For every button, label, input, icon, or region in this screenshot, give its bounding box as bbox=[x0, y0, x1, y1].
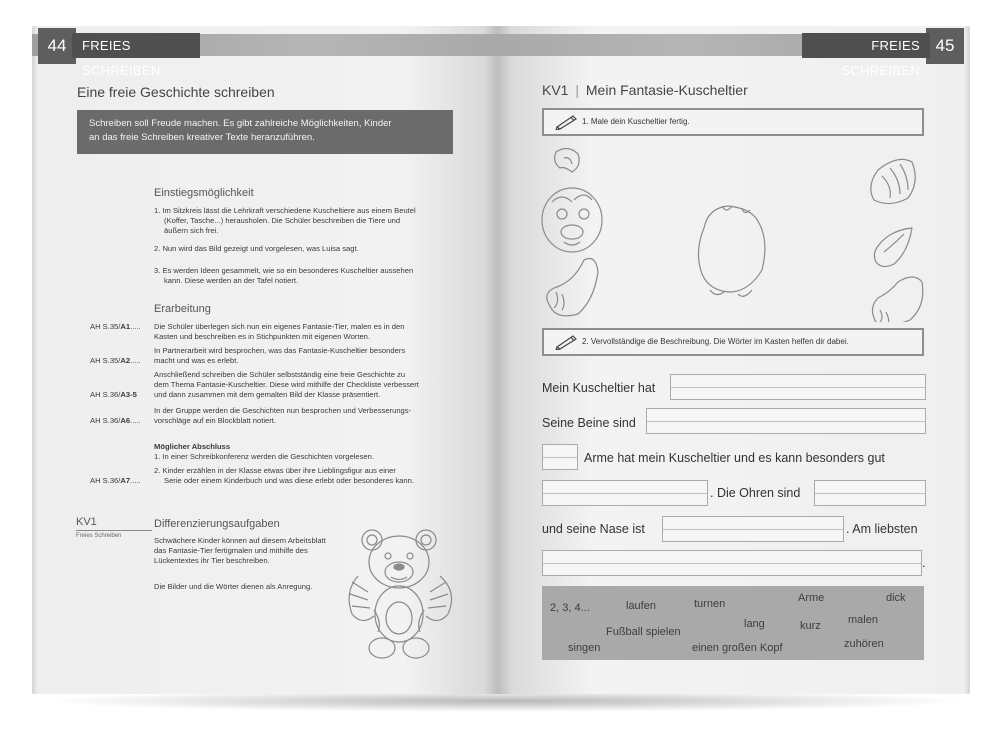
cloze-line-2: Seine Beine sind bbox=[542, 416, 636, 430]
ref-prefix: AH S.36/ bbox=[90, 476, 121, 485]
pencil-icon bbox=[554, 114, 578, 130]
abschluss-heading: Möglicher Abschluss bbox=[154, 442, 231, 451]
page-number: 45 bbox=[926, 28, 964, 64]
erarbeitung-text-a3-5 bbox=[154, 370, 458, 400]
pencil-icon bbox=[554, 334, 578, 350]
einstieg-step-3 bbox=[154, 266, 454, 286]
intro-box bbox=[77, 110, 453, 154]
worksheet-title: KV1 | Mein Fantasie-Kuscheltier bbox=[542, 82, 748, 98]
text-line: vorschläge auf ein Blockblatt notiert. bbox=[154, 416, 276, 425]
drawing-area-icon bbox=[538, 142, 938, 322]
word-item: kurz bbox=[800, 620, 821, 632]
cloze-line-6-end: . bbox=[922, 556, 926, 570]
ref-a1: AH S.35/A1..... bbox=[90, 322, 141, 331]
word-item: zuhören bbox=[844, 638, 884, 650]
cloze-line-5a: und seine Nase ist bbox=[542, 522, 645, 536]
text-line: Die Schüler überlegen sich nun ein eigenes Fantasie-Tier, malen es in den bbox=[154, 322, 405, 331]
fill-in-field[interactable] bbox=[542, 550, 922, 576]
ref-code: A7 bbox=[120, 476, 131, 485]
ref-code: A1 bbox=[120, 322, 131, 331]
text-line: und dann zusammen mit dem gemalten Bild der Klasse präsentiert. bbox=[154, 390, 381, 399]
text-line: 2. Kinder erzählen in der Klasse etwas über ihre Lieblingsfigur aus einer bbox=[154, 466, 396, 475]
abschluss-step-1: 1. In einer Schreibkonferenz werden die Geschichten vorgelesen. bbox=[154, 452, 374, 461]
fill-in-field[interactable] bbox=[662, 516, 844, 542]
word-item: Arme bbox=[798, 592, 825, 604]
text-line: In der Gruppe werden die Geschichten nun besprochen und Verbesserungs- bbox=[154, 406, 412, 415]
text-line: kann. Diese werden an der Tafel notiert. bbox=[164, 276, 299, 285]
ref-code: A6 bbox=[120, 416, 131, 425]
bear-illustration-icon bbox=[344, 522, 458, 662]
erarbeitung-text-a1 bbox=[154, 322, 454, 342]
ref-a7: AH S.36/A7..... bbox=[90, 476, 141, 485]
fill-in-field[interactable] bbox=[814, 480, 926, 506]
task-1-text: 1. Male dein Kuscheltier fertig. bbox=[582, 117, 690, 126]
word-item: laufen bbox=[626, 600, 656, 612]
task-2-text: 2. Vervollständige die Beschreibung. Die Wörter im Kasten helfen dir dabei. bbox=[582, 337, 849, 346]
text-line: Serie oder einem Kinderbuch und was diese erlebt oder besonderes kann. bbox=[164, 476, 414, 485]
fill-in-field[interactable] bbox=[542, 480, 708, 506]
ref-prefix: AH S.35/ bbox=[90, 322, 121, 331]
einstieg-heading: Einstiegsmöglichkeit bbox=[154, 187, 254, 199]
text-line: äußern sich frei. bbox=[164, 226, 219, 235]
cloze-line-4: . Die Ohren sind bbox=[710, 486, 801, 500]
ref-a2: AH S.35/A2..... bbox=[90, 356, 141, 365]
differenzierung-text bbox=[154, 536, 354, 566]
kv-sublabel: Freies Schreiben bbox=[76, 533, 122, 539]
intro-line: an das freie Schreiben kreativer Texte heranzuführen. bbox=[89, 132, 315, 143]
text-line: 3. Es werden Ideen gesammelt, wie so ein besonderes Kuscheltier aussehen bbox=[154, 266, 414, 275]
word-item: lang bbox=[744, 618, 765, 630]
differenzierung-heading: Differenzierungsaufgaben bbox=[154, 518, 280, 530]
word-item: turnen bbox=[694, 598, 726, 610]
left-page bbox=[32, 26, 498, 694]
cloze-line-5b: . Am liebsten bbox=[846, 522, 918, 536]
erarbeitung-heading: Erarbeitung bbox=[154, 303, 211, 315]
erarbeitung-text-a6 bbox=[154, 406, 454, 426]
differenzierung-note: Die Bilder und die Wörter dienen als Anregung. bbox=[154, 582, 313, 591]
einstieg-step-1 bbox=[154, 206, 454, 236]
word-item: dick bbox=[886, 592, 906, 604]
cloze-line-1: Mein Kuscheltier hat bbox=[542, 381, 656, 395]
ref-a6: AH S.36/A6..... bbox=[90, 416, 141, 425]
task-2-box bbox=[542, 328, 924, 356]
page-title: Eine freie Geschichte schreiben bbox=[77, 84, 275, 100]
intro-line: Schreiben soll Freude machen. Es gibt zahlreiche Möglichkeiten, Kinder bbox=[89, 118, 392, 129]
word-item: singen bbox=[568, 642, 601, 654]
word-item: einen großen Kopf bbox=[692, 642, 783, 654]
ref-a3-5 bbox=[90, 390, 137, 400]
worksheet-title-text: Mein Fantasie-Kuscheltier bbox=[585, 82, 748, 98]
text-line: 2. Nun wird das Bild gezeigt und vorgelesen, was Luisa sagt. bbox=[154, 244, 359, 253]
erarbeitung-text-a2 bbox=[154, 346, 454, 366]
fill-in-field[interactable] bbox=[542, 444, 578, 470]
word-bank bbox=[542, 586, 924, 660]
text-line: 1. Im Sitzkreis lässt die Lehrkraft verschiedene Kuscheltiere aus einem Beutel bbox=[154, 206, 416, 215]
task-1-box bbox=[542, 108, 924, 136]
kv-divider bbox=[76, 530, 152, 531]
text-line: Lückentextes ihr Tier beschreiben. bbox=[154, 556, 270, 565]
text-line: dem Thema Fantasie-Kuscheltier. Diese wird mithilfe der Checkliste verbessert bbox=[154, 380, 419, 389]
section-tab: FREIES SCHREIBEN bbox=[802, 33, 930, 58]
abschluss-step-2 bbox=[154, 466, 458, 486]
cloze-line-3: Arme hat mein Kuscheltier und es kann besonders gut bbox=[584, 451, 885, 465]
text-line: In Partnerarbeit wird besprochen, was das Fantasie-Kuscheltier besonders bbox=[154, 346, 406, 355]
word-item: malen bbox=[848, 614, 878, 626]
section-tab: FREIES SCHREIBEN bbox=[72, 33, 200, 58]
kv-label: KV1 bbox=[542, 82, 569, 98]
text-line: Schwächere Kinder können auf diesem Arbeitsblatt bbox=[154, 536, 326, 545]
word-item: Fußball spielen bbox=[606, 626, 681, 638]
ref-code: A2 bbox=[120, 356, 131, 365]
ref-code: A3-5 bbox=[120, 390, 137, 399]
text-line: macht und was es erlebt. bbox=[154, 356, 239, 365]
text-line: Anschließend schreiben die Schüler selbstständig eine freie Geschichte zu bbox=[154, 370, 406, 379]
word-item: 2, 3, 4... bbox=[550, 602, 590, 614]
fill-in-field[interactable] bbox=[670, 374, 926, 400]
text-line: Kasten und beschreiben es in Stichpunkten mit eigenen Worten. bbox=[154, 332, 370, 341]
ref-prefix: AH S.36/ bbox=[90, 416, 121, 425]
text-line: das Fantasie-Tier fertigmalen und mithilfe des bbox=[154, 546, 308, 555]
kv-label: KV1 bbox=[76, 516, 97, 528]
right-page bbox=[498, 26, 970, 694]
text-line: (Koffer, Tasche...) herausholen. Die Schüler beschreiben die Tiere und bbox=[164, 216, 401, 225]
fill-in-field[interactable] bbox=[646, 408, 926, 434]
einstieg-step-2 bbox=[154, 244, 454, 254]
ref-prefix: AH S.35/ bbox=[90, 356, 121, 365]
ref-prefix: AH S.36/ bbox=[90, 390, 121, 399]
page-number: 44 bbox=[38, 28, 76, 64]
